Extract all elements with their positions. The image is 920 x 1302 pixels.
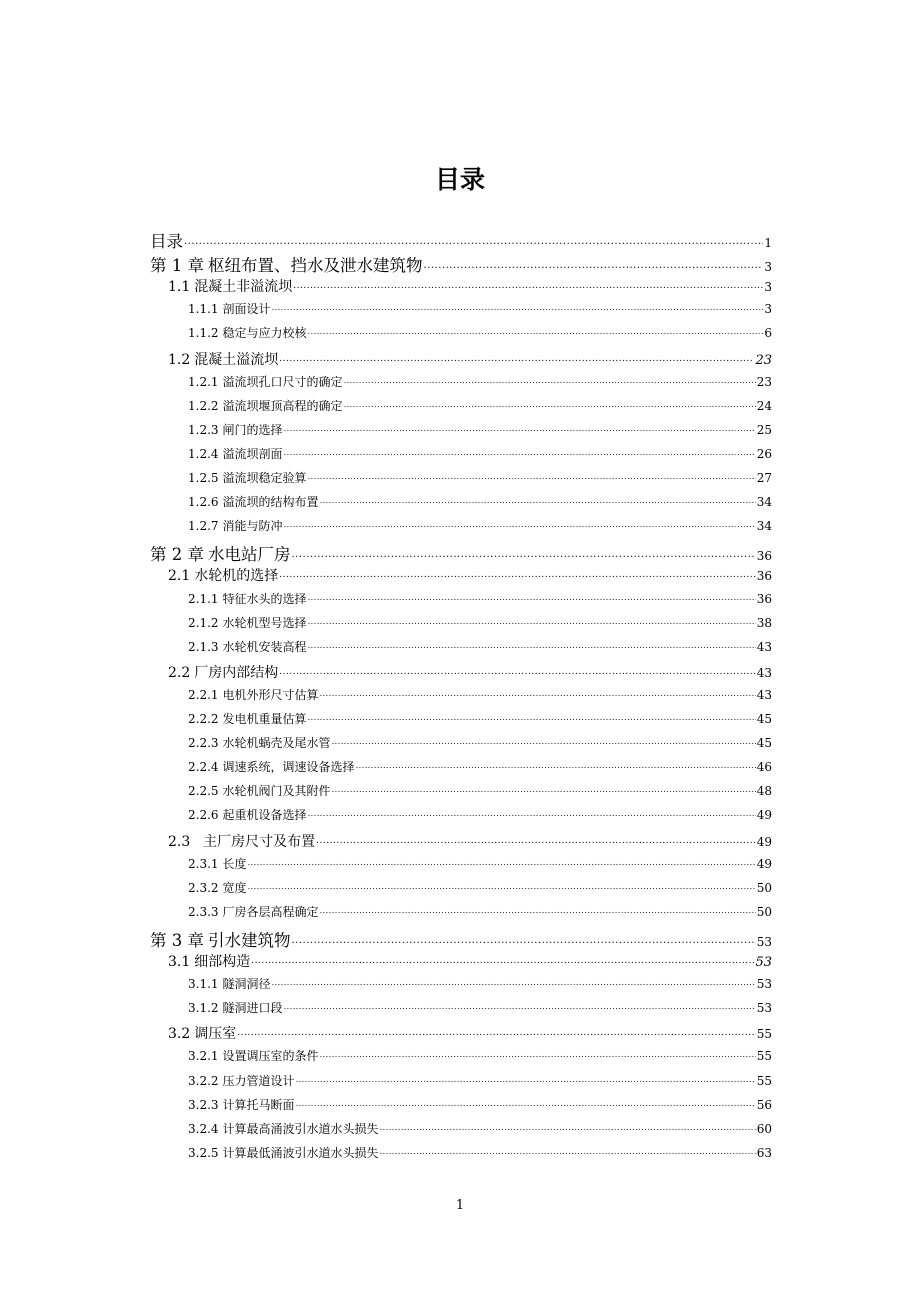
dot-leader (248, 878, 756, 892)
toc-entry-title: 消能与防冲 (222, 519, 283, 534)
toc-entry-title: 混凝土溢流坝 (194, 351, 279, 368)
dot-leader (251, 951, 754, 967)
toc-entry[interactable] (188, 1120, 772, 1137)
toc-entry[interactable] (168, 662, 772, 682)
toc-entry-label (168, 349, 278, 369)
dot-leader (380, 1119, 756, 1133)
toc-entry[interactable] (168, 1023, 772, 1043)
toc-entry-label (188, 879, 247, 896)
toc-entry[interactable] (188, 638, 772, 655)
toc-entry-title: 隧洞进口段 (222, 1001, 283, 1016)
toc-entry-title: 发电机重量估算 (222, 712, 307, 726)
toc-entry-label (188, 710, 307, 727)
dot-leader (284, 444, 756, 458)
toc-entry-page: 55 (756, 1049, 772, 1064)
toc-entry-page: 43 (756, 639, 772, 654)
toc-entry-title: 计算最高涌波引水道水头损失 (222, 1121, 379, 1136)
toc-entry-title: 水轮机安装高程 (222, 639, 307, 654)
dot-leader (308, 589, 756, 603)
toc-entry-label (150, 252, 423, 276)
toc-entry-title: 水轮机的选择 (194, 568, 279, 585)
toc-entry[interactable] (188, 734, 772, 751)
toc-entry-number: 第 1 章 (150, 256, 204, 276)
toc-entry-number: 2.3.3 (188, 904, 219, 919)
toc-entry-page: 24 (756, 398, 772, 413)
toc-entry[interactable] (188, 614, 772, 631)
page-title: 目录 (434, 165, 485, 194)
toc-entry-label (188, 1072, 295, 1089)
toc-entry-title: 水电站厂房 (208, 545, 291, 565)
toc-entry-page: 53 (756, 977, 772, 992)
toc-entry-title: 引水建筑物 (208, 930, 291, 950)
toc-entry-page: 49 (756, 856, 772, 871)
toc-entry[interactable] (188, 324, 772, 341)
toc-entry-page: 50 (756, 904, 772, 919)
dot-leader (320, 492, 756, 506)
toc-entry[interactable] (188, 1047, 772, 1064)
toc-entry-title: 溢流坝孔口尺寸的确定 (222, 374, 343, 389)
toc-entry-title: 枢纽布置、挡水及泄水建筑物 (208, 256, 423, 276)
toc-entry-number: 1.1.2 (188, 326, 219, 341)
toc-entry-number: 3.2.1 (188, 1049, 219, 1064)
toc-entry-title: 目录 (150, 232, 183, 251)
toc-entry-title: 调压室 (194, 1026, 237, 1043)
toc-entry-number: 1.2.1 (188, 374, 219, 389)
dot-leader (380, 1143, 756, 1157)
toc-entry-title: 起重机设备选择 (222, 808, 307, 823)
toc-entry[interactable] (188, 397, 772, 414)
page-number: 1 (455, 1198, 465, 1213)
toc-entry-number: 2.2.6 (188, 808, 219, 823)
toc-entry-number: 2.2.4 (188, 760, 219, 775)
dot-leader (320, 685, 756, 699)
toc-entry-page: 3 (764, 280, 772, 295)
toc-entry-number: 1.2.3 (188, 422, 219, 437)
toc-entry-number: 2.3 (168, 833, 191, 850)
toc-entry-label (188, 782, 331, 799)
toc-entry[interactable] (188, 1096, 772, 1113)
toc-entry-number: 3.1.2 (188, 1001, 219, 1016)
toc-entry-number: 2.2 (168, 664, 191, 681)
toc-entry-number: 1.2.2 (188, 398, 219, 413)
toc-entry-page: 36 (756, 591, 772, 606)
toc-entry-title: 调速系统，调速设备选择 (222, 760, 355, 775)
toc-entry-number: 1.1.1 (188, 302, 219, 317)
toc-entry-page: 45 (756, 736, 772, 751)
toc-entry-number: 1.1 (168, 279, 191, 296)
toc-entry-label (150, 927, 291, 951)
toc-entry-title: 隧洞洞径 (222, 977, 271, 992)
dot-leader (356, 757, 756, 771)
dot-leader (279, 565, 755, 581)
dot-leader (320, 902, 756, 916)
dot-leader (424, 253, 764, 272)
toc-entry-number: 3.1 (168, 954, 191, 970)
toc-entry-page: 26 (756, 446, 772, 461)
toc-entry-title: 细部构造 (194, 954, 251, 970)
toc-entry[interactable] (150, 927, 772, 951)
dot-leader (272, 299, 764, 313)
toc-entry-page: 43 (756, 687, 772, 702)
toc-entry-label (188, 1096, 295, 1113)
toc-entry-label (188, 999, 283, 1016)
toc-entry-label (188, 590, 307, 607)
toc-entry-number: 第 2 章 (150, 545, 204, 565)
dot-leader (279, 662, 755, 678)
toc-entry-number: 2.1.3 (188, 639, 219, 654)
toc-entry-title: 混凝土非溢流坝 (194, 279, 293, 296)
dot-leader (308, 613, 756, 627)
toc-entry[interactable] (188, 493, 772, 510)
toc-entry-page: 55 (756, 1027, 772, 1042)
toc-entry-label (168, 276, 292, 296)
toc-entry[interactable] (188, 903, 772, 920)
toc-entry-label (188, 517, 283, 534)
toc-entry-title: 溢流坝稳定验算 (222, 471, 307, 485)
dot-leader (308, 805, 756, 819)
toc-entry-page: 46 (756, 760, 772, 775)
dot-leader (316, 831, 756, 847)
toc-entry-page: 36 (756, 549, 772, 564)
toc-entry-page: 3 (764, 302, 772, 317)
toc-entry-title: 溢流坝的结构布置 (222, 495, 319, 510)
toc-entry-label (168, 662, 278, 682)
toc-entry-number: 3.2.5 (188, 1145, 219, 1160)
toc-entry[interactable] (150, 541, 772, 565)
dot-leader (344, 396, 756, 410)
dot-leader (272, 974, 756, 988)
toc-entry[interactable] (188, 373, 772, 390)
toc-entry-title: 溢流坝剖面 (222, 446, 283, 461)
toc-entry-page: 53 (756, 934, 772, 949)
dot-leader (284, 516, 756, 530)
toc-entry-page: 6 (764, 326, 772, 341)
toc-entry[interactable] (150, 228, 772, 252)
toc-entry-title: 水轮机阀门及其附件 (222, 784, 331, 799)
toc-entry[interactable] (188, 975, 772, 992)
toc-entry-label (188, 493, 319, 510)
dot-leader (284, 998, 756, 1012)
toc-entry[interactable] (188, 421, 772, 438)
toc-entry-number: 2.3.2 (188, 880, 219, 895)
dot-leader (332, 733, 756, 747)
dot-leader (292, 928, 756, 947)
toc-entry-title: 主厂房尺寸及布置 (194, 833, 316, 850)
toc-entry-label (188, 1144, 379, 1161)
dot-leader (184, 229, 763, 248)
toc-entry-page: 55 (756, 1073, 772, 1088)
toc-entry[interactable] (188, 469, 772, 486)
toc-entry-page: 45 (756, 712, 772, 726)
toc-entry-page: 60 (756, 1121, 772, 1136)
toc-entry[interactable] (188, 445, 772, 462)
dot-leader (308, 323, 764, 337)
toc-entry-title: 电机外形尺寸估算 (222, 687, 319, 702)
dot-leader (344, 372, 756, 386)
dot-leader (292, 542, 756, 561)
toc-entry-number: 2.2.2 (188, 712, 219, 726)
toc-entry-title: 溢流坝堰顶高程的确定 (222, 398, 343, 413)
toc-entry-label (188, 638, 307, 655)
toc-entry[interactable] (188, 517, 772, 534)
toc-entry-page: 34 (756, 495, 772, 510)
toc-entry[interactable] (188, 879, 772, 896)
toc-entry[interactable] (188, 855, 772, 872)
toc-entry-label (188, 324, 307, 341)
toc-entry-label (188, 1120, 379, 1137)
toc-entry-page: 43 (756, 665, 772, 680)
toc-entry[interactable] (150, 252, 772, 276)
toc-entry-number: 2.1 (168, 568, 191, 585)
toc-entry-label (168, 951, 250, 971)
toc-entry-page: 50 (756, 880, 772, 895)
toc-entry-title: 长度 (222, 856, 247, 871)
toc-entry-label (188, 469, 307, 486)
dot-leader (308, 709, 756, 723)
toc-entry-label (188, 445, 283, 462)
toc-entry[interactable] (188, 758, 772, 775)
toc-entry-page: 25 (756, 422, 772, 437)
toc-entry-page: 34 (756, 519, 772, 534)
toc-entry-number: 2.2.5 (188, 784, 219, 799)
toc-entry-page: 48 (756, 784, 772, 799)
toc-entry-page: 3 (764, 260, 772, 275)
toc-entry-title: 厂房内部结构 (194, 664, 279, 681)
toc-entry[interactable] (188, 686, 772, 703)
toc-entry[interactable] (188, 300, 772, 317)
dot-leader (293, 276, 763, 292)
toc-entry-page: 53 (755, 955, 772, 970)
toc-entry-title: 宽度 (222, 880, 247, 895)
toc-entry-number: 2.3.1 (188, 856, 219, 871)
toc-entry-number: 1.2.5 (188, 471, 219, 485)
toc-entry-title: 水轮机型号选择 (222, 615, 307, 630)
toc-entry-page: 56 (756, 1097, 772, 1112)
toc-entry-label (168, 565, 278, 585)
toc-entry-number: 1.2 (168, 351, 191, 368)
toc-entry-number: 2.1.1 (188, 591, 219, 606)
toc-entry-label (188, 614, 307, 631)
toc-entry[interactable] (168, 831, 772, 851)
toc-entry-label (188, 421, 283, 438)
toc-entry[interactable] (188, 782, 772, 799)
toc-entry-page: 53 (756, 1001, 772, 1016)
toc-entry-label (188, 686, 319, 703)
toc-entry[interactable] (168, 276, 772, 296)
toc-entry[interactable] (168, 349, 772, 369)
toc-entry-page: 27 (756, 471, 772, 485)
toc-entry-page: 63 (756, 1145, 772, 1160)
toc-entry-title: 厂房各层高程确定 (222, 904, 319, 919)
dot-leader (320, 1046, 756, 1060)
toc-entry-label (188, 734, 331, 751)
toc-entry-label (188, 1047, 319, 1064)
toc-entry-page: 49 (756, 808, 772, 823)
toc-entry-page: 49 (756, 834, 772, 849)
dot-leader (237, 1023, 755, 1039)
dot-leader (284, 420, 756, 434)
toc-entry-number: 3.2 (168, 1026, 191, 1043)
toc-entry-label (168, 831, 315, 851)
toc-entry-number: 3.2.2 (188, 1073, 219, 1088)
toc-entry-number: 1.2.6 (188, 495, 219, 510)
toc-entry-label (188, 903, 319, 920)
toc-entry-label (188, 397, 343, 414)
toc-entry-page: 23 (755, 352, 772, 368)
toc-entry[interactable] (188, 1144, 772, 1161)
dot-leader (279, 349, 754, 365)
toc-entry-page: 1 (764, 236, 772, 250)
toc-entry-label (150, 541, 291, 565)
toc-entry-title: 压力管道设计 (222, 1073, 295, 1088)
dot-leader (248, 854, 756, 868)
toc-entry-title: 闸门的选择 (222, 422, 283, 437)
toc-entry[interactable] (188, 1072, 772, 1089)
toc-entry-label (188, 300, 271, 317)
toc-entry[interactable] (188, 999, 772, 1016)
toc-entry-label (188, 855, 247, 872)
toc-entry[interactable] (188, 806, 772, 823)
toc-entry-label (188, 758, 355, 775)
toc-entry-label (188, 806, 307, 823)
toc-entry-page: 23 (756, 374, 772, 389)
toc-entry-label (188, 975, 271, 992)
toc-entry-number: 1.2.7 (188, 519, 219, 534)
toc-entry-title: 计算托马断面 (222, 1097, 295, 1112)
toc-entry-number: 第 3 章 (150, 930, 204, 950)
toc-entry-title: 特征水头的选择 (222, 591, 307, 606)
toc-entry-title: 计算最低涌波引水道水头损失 (222, 1145, 379, 1160)
toc-entry-label (150, 228, 183, 252)
toc-entry-number: 2.2.1 (188, 687, 219, 702)
toc-entry[interactable] (168, 951, 772, 971)
dot-leader (296, 1095, 756, 1109)
toc-entry[interactable] (188, 710, 772, 727)
dot-leader (308, 637, 756, 651)
toc-entry-number: 2.1.2 (188, 615, 219, 630)
toc-entry[interactable] (188, 590, 772, 607)
dot-leader (296, 1071, 756, 1085)
toc-entry-page: 38 (756, 615, 772, 630)
toc-entry-label (188, 373, 343, 390)
toc-entry-title: 设置调压室的条件 (222, 1049, 319, 1064)
toc-entry-number: 2.2.3 (188, 736, 219, 751)
toc-entry-title: 剖面设计 (222, 302, 271, 317)
toc-entry[interactable] (168, 565, 772, 585)
toc-entry-number: 3.2.4 (188, 1121, 219, 1136)
toc-entry-page: 36 (756, 569, 772, 584)
toc-entry-number: 1.2.4 (188, 446, 219, 461)
toc-entry-label (168, 1023, 236, 1043)
toc-entry-number: 3.2.3 (188, 1097, 219, 1112)
dot-leader (308, 468, 756, 482)
toc-entry-number: 3.1.1 (188, 977, 219, 992)
dot-leader (332, 781, 756, 795)
toc-entry-title: 稳定与应力校核 (222, 326, 307, 341)
toc-entry-title: 水轮机蜗壳及尾水管 (222, 736, 331, 751)
